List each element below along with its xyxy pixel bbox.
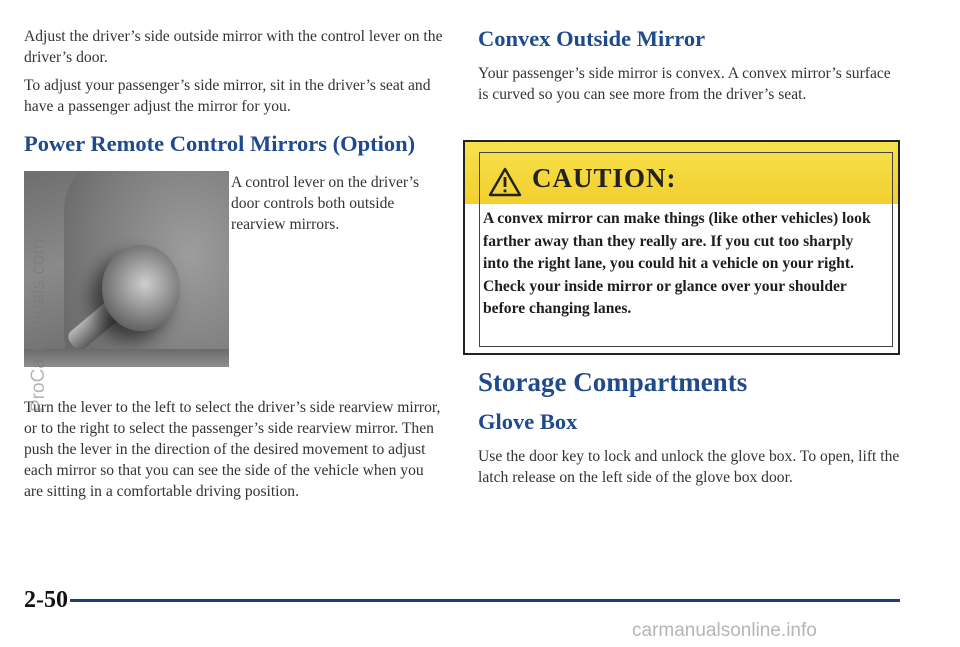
- footer-rule: [70, 599, 900, 602]
- passenger-mirror-paragraph: To adjust your passenger’s side mirror, sit in the driver’s seat and have a passenger adjust the mirror for you.: [24, 77, 431, 115]
- bottom-watermark: carmanualsonline.info: [632, 620, 817, 641]
- power-mirrors-heading: Power Remote Control Mirrors (Option): [24, 131, 416, 156]
- glove-box-paragraph: Use the door key to lock and unlock the glove box. To open, lift the latch release on the left side of the glove box door.: [478, 448, 900, 486]
- caution-title: CAUTION:: [532, 163, 677, 193]
- warning-triangle-icon: [488, 167, 522, 197]
- mirror-adjust-paragraph: Adjust the driver’s side outside mirror with the control lever on the driver’s door.: [24, 28, 443, 66]
- mirror-control-photo: [24, 171, 229, 367]
- caution-box: [463, 140, 900, 355]
- convex-mirror-paragraph: Your passenger’s side mirror is convex. A convex mirror’s surface is curved so you can see more from the driver’s seat.: [478, 65, 891, 103]
- turn-lever-paragraph: Turn the lever to the left to select the driver’s side rearview mirror, or to the right to select the passenger’s side rearview mirror. Then push the lever in the direction of the desired movement to adjust each mirror so that you can see the side of the vehicle when you are sitting in a comfortable driving position.: [24, 399, 441, 500]
- convex-mirror-heading: Convex Outside Mirror: [478, 26, 706, 51]
- storage-compartments-heading: Storage Compartments: [478, 367, 748, 397]
- caution-body-text: A convex mirror can make things (like other vehicles) look farther away than they really are. If you cut too sharply into the right lane, you could hit a vehicle on your right. Check your inside mirror or glance over your shoulder before changing lanes.: [483, 210, 871, 317]
- side-watermark: ProCarManuals.com: [28, 238, 49, 412]
- control-lever-paragraph: A control lever on the driver’s door controls both outside rearview mirrors.: [231, 174, 420, 233]
- glove-box-heading: Glove Box: [478, 409, 578, 434]
- page-number: 2-50: [24, 587, 68, 613]
